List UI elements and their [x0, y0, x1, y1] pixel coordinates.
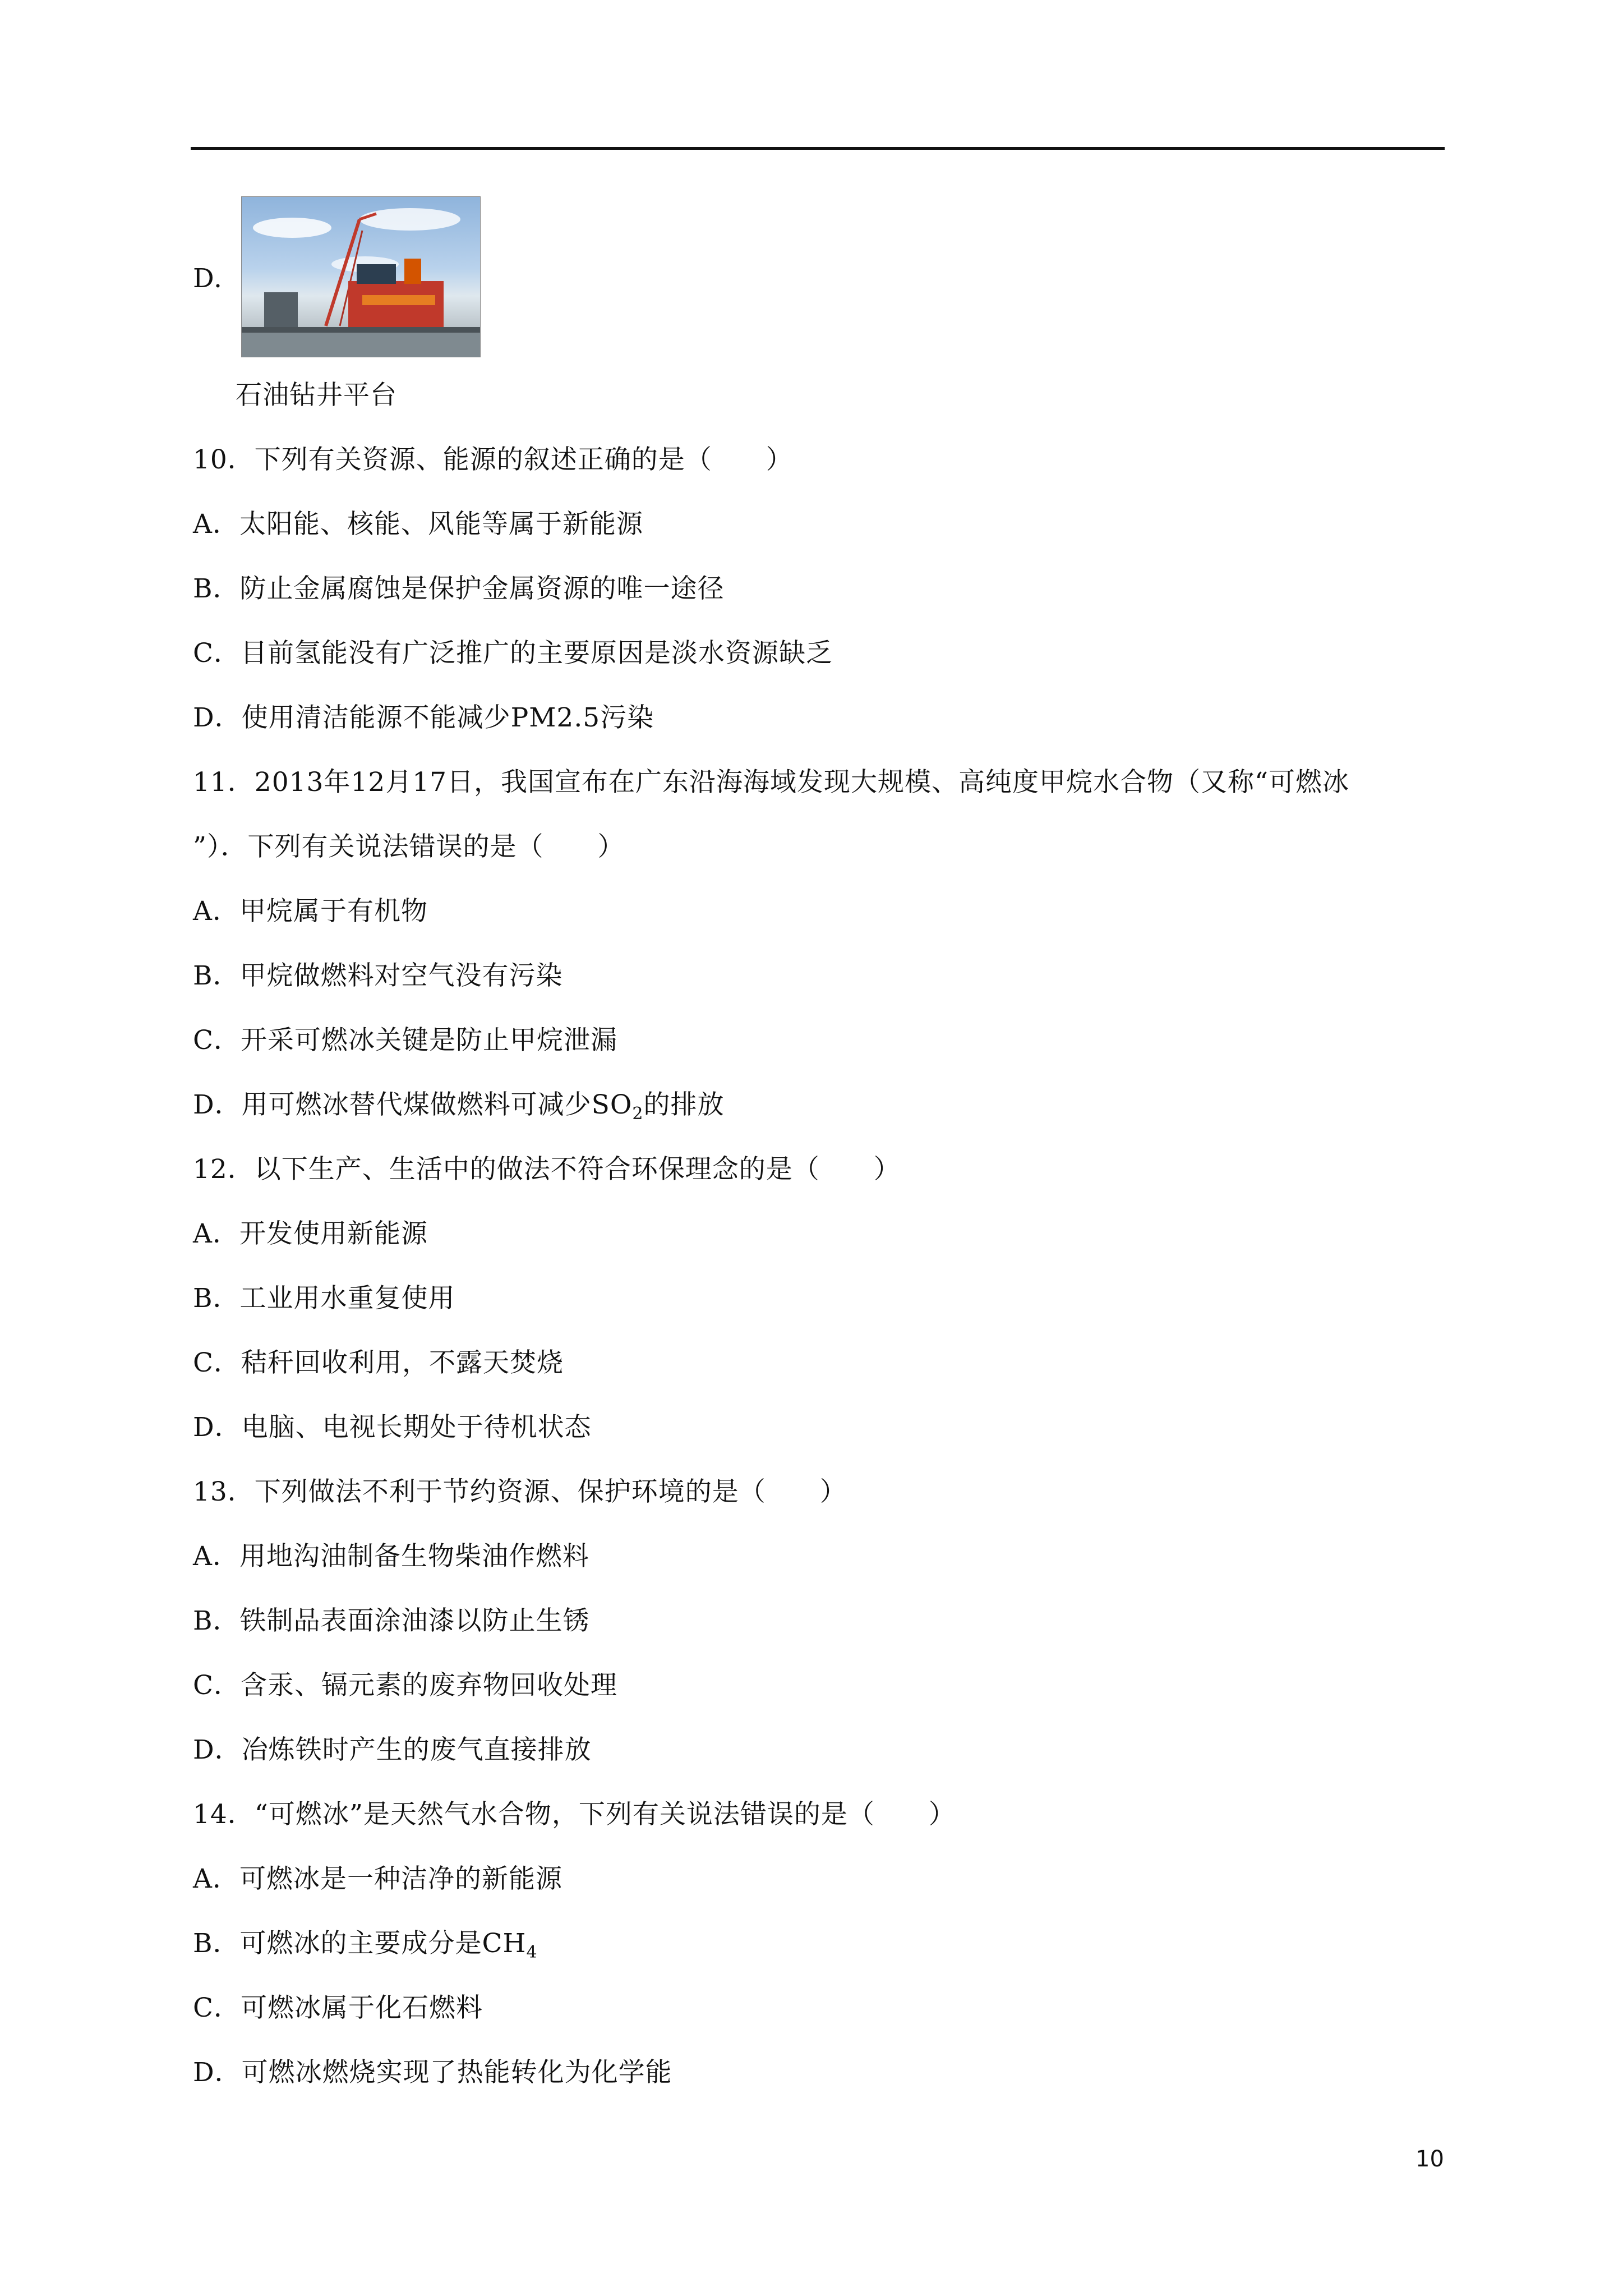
q10-option-b: B．防止金属腐蚀是保护金属资源的唯一途径 — [193, 573, 725, 604]
q11-option-a: A．甲烷属于有机物 — [193, 896, 428, 927]
q13-option-d: D．冶炼铁时产生的废气直接排放 — [193, 1734, 592, 1765]
q12-option-d: D．电脑、电视长期处于待机状态 — [193, 1412, 592, 1443]
q11-option-b: B．甲烷做燃料对空气没有污染 — [193, 960, 563, 991]
q14-stem: 14．“可燃冰”是天然气水合物，下列有关说法错误的是（ ） — [193, 1799, 956, 1830]
q13-stem: 13．下列做法不利于节约资源、保护环境的是（ ） — [193, 1476, 847, 1507]
page-number: 10 — [1415, 2146, 1444, 2172]
q13-option-b: B．铁制品表面涂油漆以防止生锈 — [193, 1605, 590, 1636]
q12-option-a: A．开发使用新能源 — [193, 1218, 428, 1249]
q12-option-b: B．工业用水重复使用 — [193, 1283, 455, 1314]
q11-option-c: C．开采可燃冰关键是防止甲烷泄漏 — [193, 1025, 617, 1056]
q12-option-c: C．秸秆回收利用，不露天焚烧 — [193, 1347, 564, 1378]
q10-option-c: C．目前氢能没有广泛推广的主要原因是淡水资源缺乏 — [193, 638, 833, 669]
q11-option-d-tail: 的排放 — [643, 1089, 725, 1120]
q12-stem: 12．以下生产、生活中的做法不符合环保理念的是（ ） — [193, 1154, 901, 1185]
q14-option-b-text: B．可燃冰的主要成分是CH — [193, 1928, 527, 1959]
q14-option-a: A．可燃冰是一种洁净的新能源 — [193, 1864, 562, 1894]
option-d-label: D. — [193, 263, 223, 294]
q13-option-a: A．用地沟油制备生物柴油作燃料 — [193, 1541, 589, 1572]
q11-option-d-text: D．用可燃冰替代煤做燃料可减少SO — [193, 1089, 633, 1120]
q14-option-c: C．可燃冰属于化石燃料 — [193, 1993, 483, 2023]
q10-option-d: D．使用清洁能源不能减少PM2.5污染 — [193, 702, 654, 733]
q10-option-a: A．太阳能、核能、风能等属于新能源 — [193, 509, 643, 540]
q11-stem-line2: ”）．下列有关说法错误的是（ ） — [193, 831, 625, 862]
header-rule — [191, 147, 1445, 150]
q14-option-b — [193, 1927, 538, 1970]
image-caption: 石油钻井平台 — [236, 380, 397, 411]
oil-drilling-platform-image — [241, 196, 481, 357]
q14-option-b-subscript: 4 — [526, 1943, 538, 1962]
q11-stem-line1: 11．2013年12月17日，我国宣布在广东沿海海域发现大规模、高纯度甲烷水合物（又称“可燃冰 — [193, 767, 1350, 798]
q10-stem: 10．下列有关资源、能源的叙述正确的是（ ） — [193, 444, 793, 475]
q14-option-d: D．可燃冰燃烧实现了热能转化为化学能 — [193, 2057, 672, 2088]
q11-option-d-subscript: 2 — [632, 1104, 644, 1124]
q11-option-d — [193, 1088, 725, 1131]
q13-option-c: C．含汞、镉元素的废弃物回收处理 — [193, 1670, 617, 1701]
